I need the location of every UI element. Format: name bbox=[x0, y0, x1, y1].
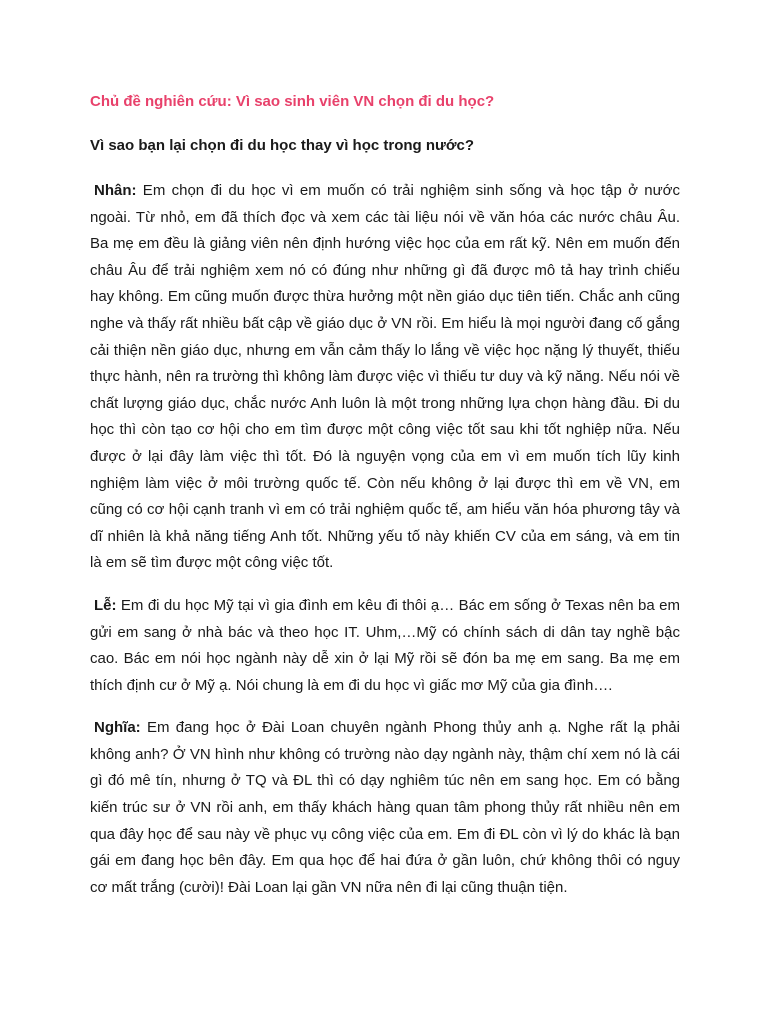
answer-text: Em đang học ở Đài Loan chuyên ngành Phong thủy anh ạ. Nghe rất lạ phải không anh? Ở VN hình như không có trường nào dạy ngành này, thậm chí xem nó là cái gì đó mê tín, nhưng ở TQ và ĐL thì có dạy nghiêm túc nên em sang học. Em có bằng kiến trúc sư ở VN rồi anh, em thấy khách hàng quan tâm phong thủy rất nhiều nên em qua đây học để sau này về phục vụ công việc của em. Em đi ĐL còn vì lý do khác là bạn gái em đang học bên đây. Em qua học để hai đứa ở gần luôn, chứ không thôi có nguy cơ mất trắng (cười)! Đài Loan lại gần VN nữa nên đi lại cũng thuận tiện. bbox=[90, 719, 680, 896]
speaker-name: Nghĩa: bbox=[94, 719, 141, 737]
answer-text: Em chọn đi du học vì em muốn có trải nghiệm sinh sống và học tập ở nước ngoài. Từ nhỏ, em đã thích đọc và xem các tài liệu nói về văn hóa các nước châu Âu. Ba mẹ em đều là giảng viên nên định hướng việc học của em rất kỹ. Nên em muốn đến châu Âu để trải nghiệm xem nó có đúng như những gì đã được mô tả hay trình chiếu hay không. Em cũng muốn được thừa hưởng một nền giáo dục tiên tiến. Chắc anh cũng nghe và thấy rất nhiều bất cập về giáo dục ở VN rồi. Em hiểu là mọi người đang cố gắng cải thiện nền giáo dục, nhưng em vẫn cảm thấy lo lắng về việc học nặng lý thuyết, thiếu thực hành, nên ra trường thì không làm được việc vì thiếu tư duy và kỹ năng. Nếu nói về chất lượng giáo dục, chắc nước Anh luôn là một trong những lựa chọn hàng đầu. Đi du học thì còn tạo cơ hội cho em tìm được một công việc tốt sau khi tốt nghiệp nữa. Nếu được ở lại đây làm việc thì tốt. Đó là nguyện vọng của em vì em muốn tích lũy kinh nghiệm làm việc ở môi trường quốc tế. Còn nếu không ở lại được thì em về VN, em cũng có cơ hội cạnh tranh vì em có trải nghiệm quốc tế, am hiểu văn hóa phương tây và dĩ nhiên là khả năng tiếng Anh tốt. Những yếu tố này khiến CV của em sáng, và em tin là em sẽ tìm được một công việc tốt. bbox=[90, 182, 680, 572]
answer-paragraph-nghia bbox=[90, 715, 680, 901]
interview-question: Vì sao bạn lại chọn đi du học thay vì học trong nước? bbox=[90, 137, 475, 154]
answer-paragraph-nhan bbox=[90, 178, 680, 577]
research-topic-heading: Chủ đề nghiên cứu: Vì sao sinh viên VN chọn đi du học? bbox=[90, 93, 495, 110]
speaker-name: Lễ: bbox=[94, 596, 117, 614]
speaker-name: Nhân: bbox=[94, 182, 137, 199]
answer-text: Em đi du học Mỹ tại vì gia đình em kêu đi thôi ạ… Bác em sống ở Texas nên ba em gửi em sang ở nhà bác và theo học IT. Uhm,…Mỹ có chính sách di dân tay nghề bậc cao. Bác em nói học ngành này dễ xin ở lại Mỹ rồi sẽ đón ba mẹ em sang. Ba mẹ em thích định cư ở Mỹ ạ. Nói chung là em đi du học vì giấc mơ Mỹ của gia đình…. bbox=[90, 596, 680, 694]
answer-paragraph-le bbox=[90, 593, 680, 699]
